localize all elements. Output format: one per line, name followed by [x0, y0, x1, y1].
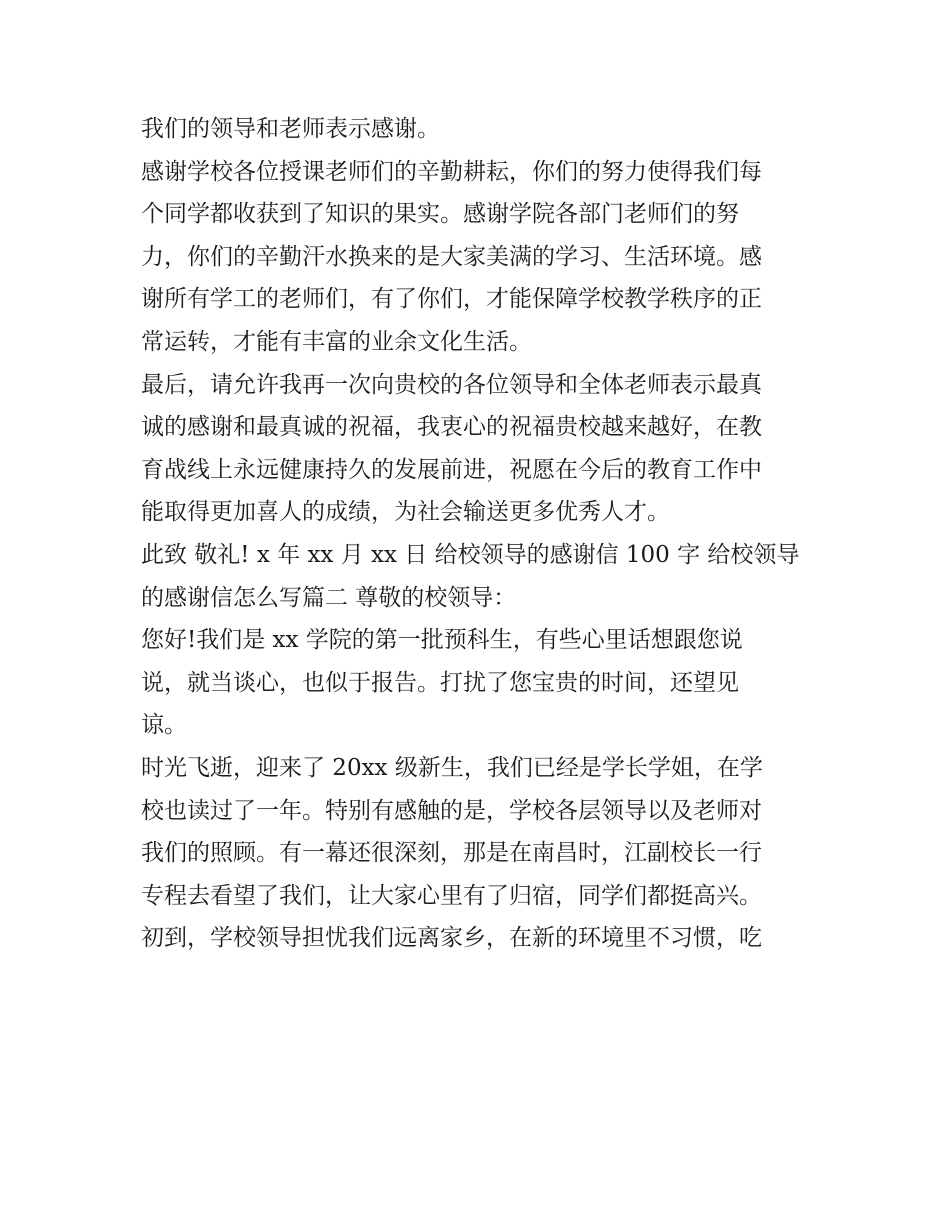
text-line: 时光飞逝，迎来了 20xx 级新生，我们已经是学长学姐，在学	[141, 754, 763, 781]
text-line: 的感谢信怎么写篇二 尊敬的校领导：	[141, 584, 517, 611]
text-line: 常运转，才能有丰富的业余文化生活。	[141, 328, 532, 355]
text-line: 个同学都收获到了知识的果实。感谢学院各部门老师们的努	[141, 201, 739, 228]
text-line: 谢所有学工的老师们，有了你们，才能保障学校教学秩序的正	[141, 286, 762, 313]
text-line: 谅。	[141, 712, 187, 739]
text-line: 我们的照顾。有一幕还很深刻，那是在南昌时，江副校长一行	[141, 840, 762, 867]
text-line: 能取得更加喜人的成绩，为社会输送更多优秀人才。	[141, 499, 670, 526]
text-line: 诚的感谢和最真诚的祝福，我衷心的祝福贵校越来越好，在教	[141, 414, 762, 441]
text-line: 专程去看望了我们，让大家心里有了归宿，同学们都挺高兴。	[141, 882, 762, 909]
text-line: 感谢学校各位授课老师们的辛勤耕耘，你们的努力使得我们每	[141, 158, 762, 185]
text-line: 您好!我们是 xx 学院的第一批预科生，有些心里话想跟您说	[141, 627, 743, 654]
document-body	[141, 108, 821, 960]
text-line: 说，就当谈心，也似于报告。打扰了您宝贵的时间，还望见	[141, 669, 739, 696]
text-line: 此致 敬礼! x 年 xx 月 xx 日 给校领导的感谢信 100 字 给校领导	[141, 541, 800, 568]
text-line: 初到，学校领导担忧我们远离家乡，在新的环境里不习惯，吃	[141, 925, 762, 952]
text-line: 力，你们的辛勤汗水换来的是大家美满的学习、生活环境。感	[141, 243, 762, 270]
text-line: 我们的领导和老师表示感谢。	[141, 116, 440, 142]
text-line: 最后，请允许我再一次向贵校的各位领导和全体老师表示最真	[141, 371, 762, 398]
text-line: 育战线上永远健康持久的发展前进，祝愿在今后的教育工作中	[141, 456, 762, 483]
text-line: 校也读过了一年。特别有感触的是，学校各层领导以及老师对	[141, 797, 762, 824]
